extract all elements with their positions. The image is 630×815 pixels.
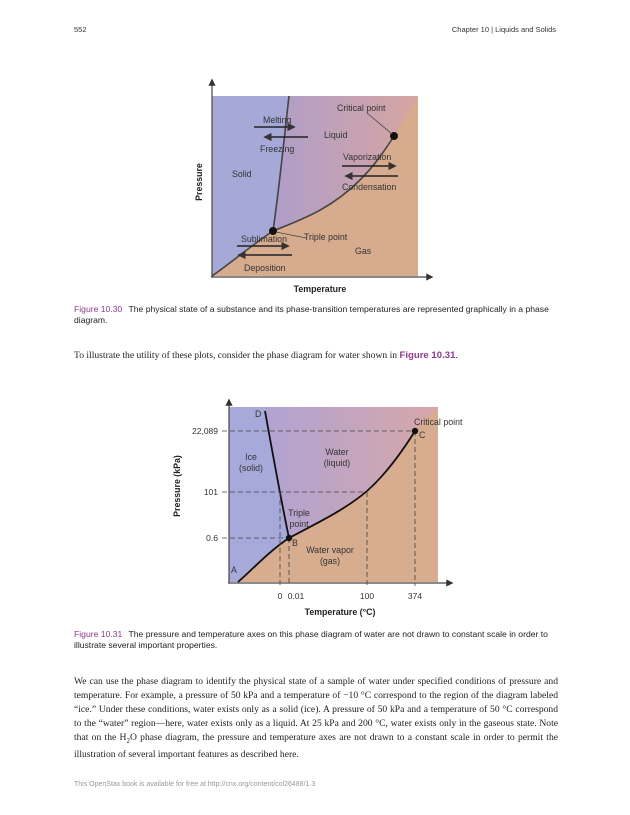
- label-point-b: B: [292, 538, 298, 548]
- label-water: Water: [325, 447, 349, 457]
- x-axis-label: Temperature (°C): [304, 607, 376, 617]
- label-melting: Melting: [263, 115, 292, 125]
- y-axis-label: Pressure: [194, 163, 204, 201]
- label-vaporization: Vaporization: [343, 152, 392, 162]
- label-condensation: Condensation: [342, 182, 397, 192]
- label-point-d: D: [255, 409, 262, 419]
- label-critical-point: Critical point: [337, 103, 386, 113]
- body-paragraph: [74, 675, 558, 762]
- chapter-header: Chapter 10 | Liquids and Solids: [451, 25, 556, 34]
- figure-caption-10-30: [74, 304, 558, 326]
- label-critical-point: Critical point: [414, 417, 463, 427]
- label-solid: Solid: [232, 169, 252, 179]
- y-tick-0-6: 0.6: [206, 533, 218, 543]
- footer-note: This OpenStax book is available for free at http://cnx.org/content/col26488/1.3: [74, 781, 316, 788]
- label-triple-point: point: [289, 519, 309, 529]
- subscript-2: 2: [126, 736, 130, 745]
- phase-diagram-generic: [0, 70, 630, 300]
- intro-text-end: .: [455, 350, 458, 361]
- intro-paragraph: [74, 349, 558, 363]
- y-tick-101: 101: [203, 487, 218, 497]
- label-triple-point: Triple point: [304, 232, 348, 242]
- x-axis-label: Temperature: [293, 284, 347, 294]
- body-text-2: O phase diagram, the pressure and temperature axes are not drawn to a constant scale in order to permit the illustration of several important features as described here.: [74, 732, 558, 760]
- figure-caption-text-10-31: The pressure and temperature axes on this phase diagram of water are not drawn to constant scale in order to illustrate several important properties.: [74, 629, 548, 650]
- label-freezing: Freezing: [260, 144, 295, 154]
- x-tick-0-01: 0.01: [287, 591, 305, 601]
- label-water-liquid: (liquid): [323, 458, 351, 468]
- label-point-c: C: [419, 430, 426, 440]
- x-tick-374: 374: [407, 591, 423, 601]
- x-tick-0: 0: [277, 591, 283, 601]
- figure-label-10-31: Figure 10.31: [74, 629, 123, 639]
- label-gas: Gas: [355, 246, 372, 256]
- critical-point-marker: [412, 428, 418, 434]
- phase-diagram-water: [0, 395, 630, 625]
- label-triple: Triple: [288, 508, 310, 518]
- label-ice-solid: (solid): [239, 463, 263, 473]
- page-number: 552: [74, 25, 87, 34]
- label-point-a: A: [231, 565, 237, 575]
- figure-link[interactable]: Figure 10.31: [399, 350, 456, 361]
- label-sublimation: Sublimation: [241, 234, 287, 244]
- y-tick-22089: 22,089: [192, 426, 218, 436]
- body-text-1: We can use the phase diagram to identify the physical state of a sample of water under specified conditions of pressure and temperature. For example, a pressure of 50 kPa and a temperature of −10 °C correspond to the region of the diagram labeled “ice.” Under these conditions, water exists only as a solid (ice). A pressure of 50 kPa and a temperature of 50 °C correspond to the “water” region—here, water exists only as a liquid. At 25 kPa and 200 °C, water exists only in the gaseous state. Note that on the H: [74, 676, 558, 743]
- label-ice: Ice: [245, 452, 257, 462]
- x-tick-100: 100: [359, 591, 375, 601]
- label-water-vapor-gas: (gas): [319, 556, 341, 566]
- label-water-vapor: Water vapor: [306, 545, 354, 555]
- figure-caption-10-31: [74, 629, 558, 651]
- y-axis-label: Pressure (kPa): [172, 455, 182, 517]
- figure-caption-text-10-30: The physical state of a substance and its phase-transition temperatures are represented graphically in a phase diagram.: [74, 304, 549, 325]
- intro-text: To illustrate the utility of these plots, consider the phase diagram for water shown in: [74, 350, 400, 361]
- label-deposition: Deposition: [244, 263, 286, 273]
- label-liquid: Liquid: [324, 130, 348, 140]
- figure-label-10-30: Figure 10.30: [74, 304, 123, 314]
